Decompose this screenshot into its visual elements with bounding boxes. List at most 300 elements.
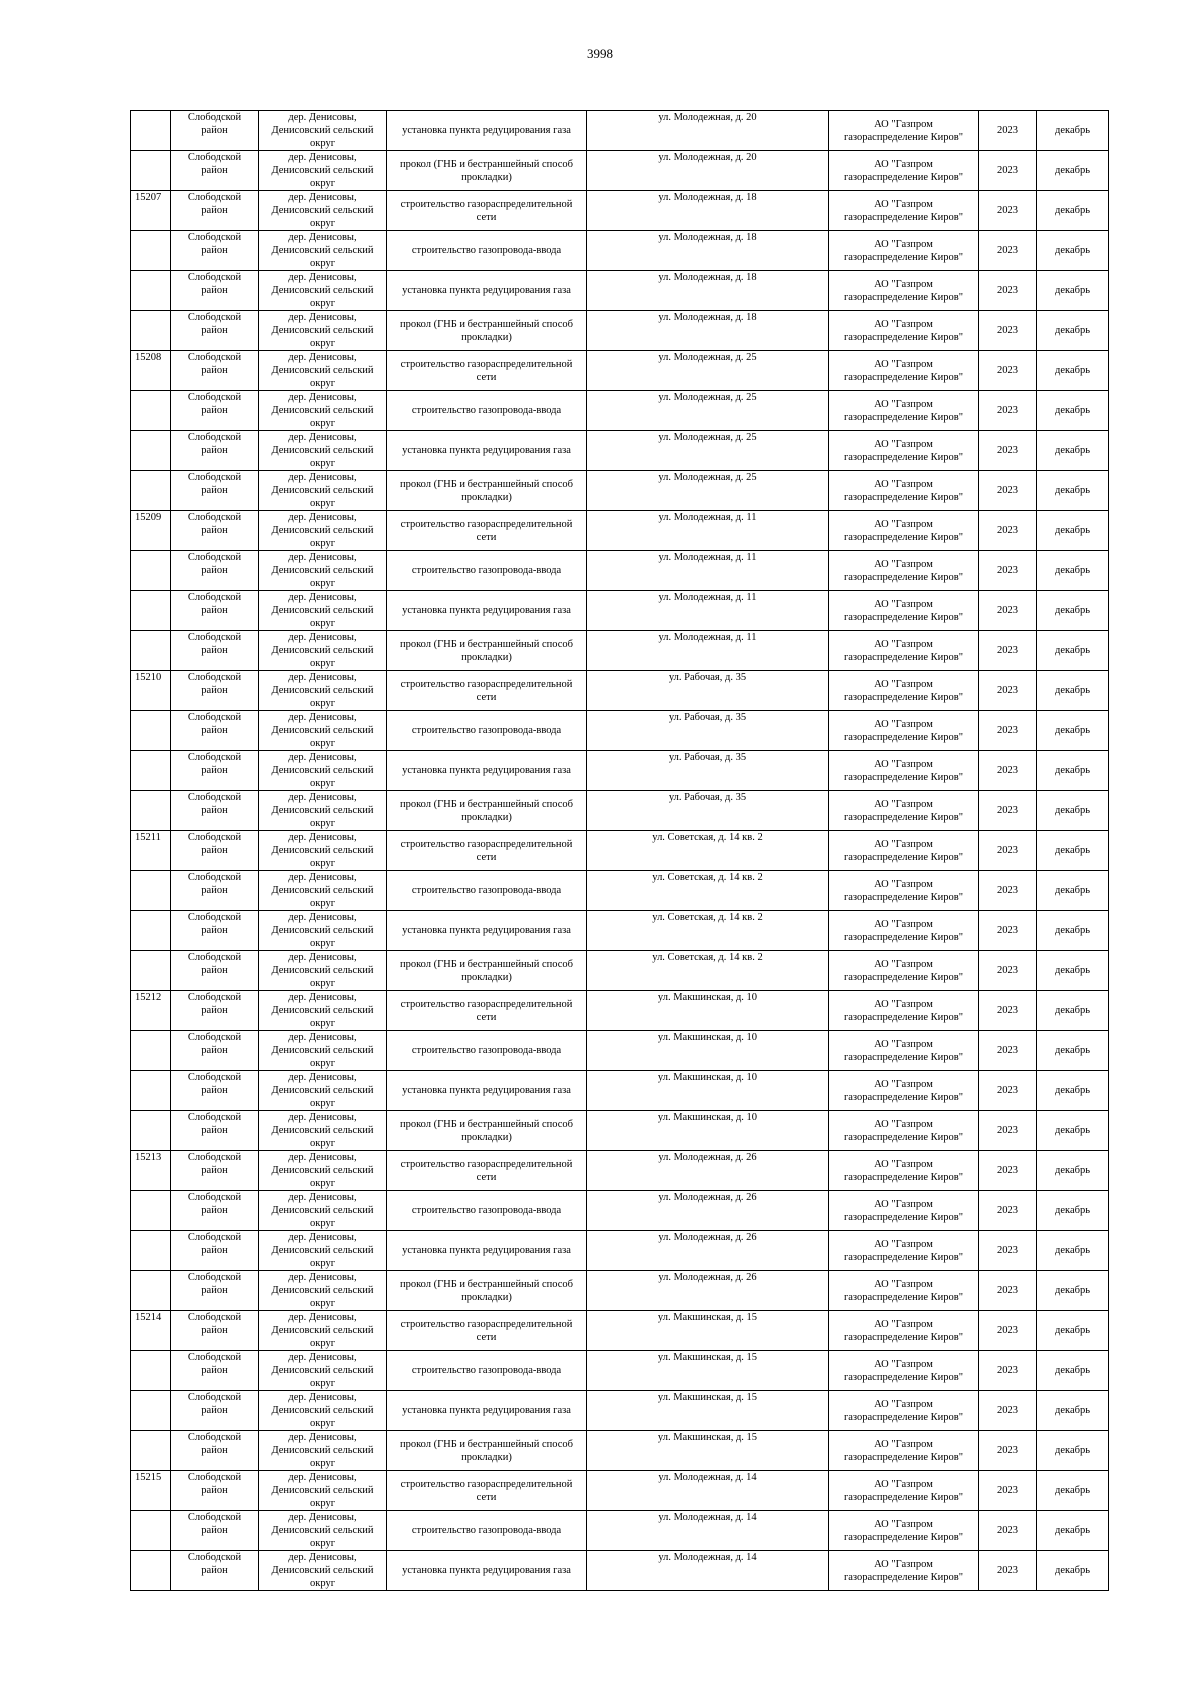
district-line: Слободской <box>187 952 242 963</box>
row-number-cell <box>131 1351 171 1391</box>
year-cell: 2023 <box>979 1551 1037 1591</box>
address-cell: ул. Молодежная, д. 18 <box>587 311 829 351</box>
work-type-line: сети <box>476 1491 497 1503</box>
year-cell: 2023 <box>979 871 1037 911</box>
district-line: район <box>201 445 228 456</box>
address-cell: ул. Молодежная, д. 18 <box>587 231 829 271</box>
settlement-line: Денисовский сельский <box>271 805 374 816</box>
organization-line: газораспределение Киров" <box>843 211 964 223</box>
table-row <box>131 311 1109 351</box>
district-line: Слободской <box>187 512 242 523</box>
work-type-line: прокладки) <box>461 651 512 663</box>
month-cell: декабрь <box>1037 871 1109 911</box>
organization-cell <box>829 1471 979 1511</box>
district-cell <box>171 231 259 271</box>
address-cell: ул. Молодежная, д. 14 <box>587 1471 829 1511</box>
organization-line: газораспределение Киров" <box>843 771 964 783</box>
work-type-line: установка пункта редуцирования газа <box>402 1085 571 1096</box>
settlement-line: дер. Денисовы, <box>288 912 357 923</box>
settlement-line: округ <box>309 1098 336 1109</box>
settlement-line: дер. Денисовы, <box>288 472 357 483</box>
organization-line: АО "Газпром <box>874 1278 933 1290</box>
address-cell: ул. Молодежная, д. 18 <box>587 271 829 311</box>
organization-line: АО "Газпром <box>874 558 933 570</box>
district-cell <box>171 1311 259 1351</box>
district-line: Слободской <box>187 1392 242 1403</box>
organization-line: газораспределение Киров" <box>843 811 964 823</box>
work-type-cell <box>387 1511 587 1551</box>
organization-line: АО "Газпром <box>874 1318 933 1330</box>
settlement-line: округ <box>309 178 336 189</box>
work-type-line: строительство газораспределительной <box>400 518 573 530</box>
settlement-cell <box>259 1471 387 1511</box>
row-number-cell <box>131 591 171 631</box>
settlement-cell <box>259 1431 387 1471</box>
year-cell: 2023 <box>979 191 1037 231</box>
address-cell: ул. Макшинская, д. 10 <box>587 991 829 1031</box>
organization-line: АО "Газпром <box>874 1118 933 1130</box>
row-number-cell <box>131 1431 171 1471</box>
settlement-line: Денисовский сельский <box>271 725 374 736</box>
settlement-cell <box>259 351 387 391</box>
work-type-cell <box>387 711 587 751</box>
organization-line: АО "Газпром <box>874 678 933 690</box>
row-number-cell <box>131 1031 171 1071</box>
district-line: район <box>201 405 228 416</box>
row-number-cell: 15214 <box>131 1311 171 1351</box>
district-line: район <box>201 805 228 816</box>
work-type-line: прокладки) <box>461 1451 512 1463</box>
settlement-line: дер. Денисовы, <box>288 672 357 683</box>
district-line: Слободской <box>187 672 242 683</box>
settlement-cell <box>259 551 387 591</box>
settlement-cell <box>259 231 387 271</box>
address-cell: ул. Молодежная, д. 14 <box>587 1551 829 1591</box>
settlement-line: Денисовский сельский <box>271 845 374 856</box>
district-line: район <box>201 485 228 496</box>
settlement-line: Денисовский сельский <box>271 125 374 136</box>
organization-line: АО "Газпром <box>874 1238 933 1250</box>
settlement-line: округ <box>309 378 336 389</box>
organization-line: газораспределение Киров" <box>843 1491 964 1503</box>
district-cell <box>171 831 259 871</box>
settlement-line: округ <box>309 978 336 989</box>
row-number-cell <box>131 1231 171 1271</box>
month-cell: декабрь <box>1037 951 1109 991</box>
settlement-line: дер. Денисовы, <box>288 1192 357 1203</box>
organization-line: АО "Газпром <box>874 1398 933 1410</box>
district-cell <box>171 991 259 1031</box>
year-cell: 2023 <box>979 1351 1037 1391</box>
address-cell: ул. Макшинская, д. 10 <box>587 1071 829 1111</box>
work-type-line: прокол (ГНБ и бестраншейный способ <box>399 1118 574 1130</box>
organization-line: АО "Газпром <box>874 238 933 250</box>
work-type-line: установка пункта редуцирования газа <box>402 925 571 936</box>
organization-cell <box>829 1071 979 1111</box>
work-type-line: прокладки) <box>461 171 512 183</box>
organization-line: газораспределение Киров" <box>843 531 964 543</box>
work-type-line: сети <box>476 691 497 703</box>
table-row <box>131 911 1109 951</box>
table-row <box>131 871 1109 911</box>
address-cell: ул. Советская, д. 14 кв. 2 <box>587 871 829 911</box>
work-type-cell <box>387 1351 587 1391</box>
work-type-cell <box>387 1111 587 1151</box>
district-line: Слободской <box>187 1112 242 1123</box>
district-line: район <box>201 125 228 136</box>
table-row <box>131 831 1109 871</box>
address-cell: ул. Молодежная, д. 20 <box>587 151 829 191</box>
month-cell: декабрь <box>1037 431 1109 471</box>
organization-line: АО "Газпром <box>874 1198 933 1210</box>
row-number-cell <box>131 111 171 151</box>
work-type-line: прокладки) <box>461 331 512 343</box>
settlement-cell <box>259 631 387 671</box>
work-type-line: строительство газораспределительной <box>400 1318 573 1330</box>
organization-cell <box>829 471 979 511</box>
work-type-cell <box>387 391 587 431</box>
work-type-cell <box>387 1031 587 1071</box>
district-line: Слободской <box>187 232 242 243</box>
work-type-line: установка пункта редуцирования газа <box>402 1405 571 1416</box>
table-row <box>131 511 1109 551</box>
month-cell: декабрь <box>1037 271 1109 311</box>
work-type-line: прокладки) <box>461 811 512 823</box>
district-line: район <box>201 565 228 576</box>
district-cell <box>171 1431 259 1471</box>
district-line: Слободской <box>187 1032 242 1043</box>
work-type-line: прокол (ГНБ и бестраншейный способ <box>399 318 574 330</box>
year-cell: 2023 <box>979 991 1037 1031</box>
district-line: район <box>201 1045 228 1056</box>
work-type-line: строительство газопровода-ввода <box>411 1365 562 1376</box>
month-cell: декабрь <box>1037 1231 1109 1271</box>
month-cell: декабрь <box>1037 911 1109 951</box>
row-number-cell <box>131 751 171 791</box>
organization-line: АО "Газпром <box>874 1478 933 1490</box>
organization-line: газораспределение Киров" <box>843 131 964 143</box>
organization-line: газораспределение Киров" <box>843 1131 964 1143</box>
table-row <box>131 1391 1109 1431</box>
settlement-cell <box>259 751 387 791</box>
organization-cell <box>829 871 979 911</box>
work-type-cell <box>387 1151 587 1191</box>
work-type-line: прокол (ГНБ и бестраншейный способ <box>399 478 574 490</box>
settlement-line: дер. Денисовы, <box>288 1072 357 1083</box>
settlement-cell <box>259 1271 387 1311</box>
work-type-cell <box>387 791 587 831</box>
row-number-cell <box>131 311 171 351</box>
settlement-line: округ <box>309 298 336 309</box>
month-cell: декабрь <box>1037 631 1109 671</box>
settlement-line: Денисовский сельский <box>271 205 374 216</box>
settlement-line: Денисовский сельский <box>271 605 374 616</box>
row-number-cell <box>131 431 171 471</box>
settlement-line: Денисовский сельский <box>271 925 374 936</box>
work-type-cell <box>387 991 587 1031</box>
year-cell: 2023 <box>979 1471 1037 1511</box>
settlement-cell <box>259 1231 387 1271</box>
work-type-line: сети <box>476 211 497 223</box>
settlement-line: дер. Денисовы, <box>288 152 357 163</box>
organization-line: АО "Газпром <box>874 758 933 770</box>
settlement-line: Денисовский сельский <box>271 885 374 896</box>
work-type-cell <box>387 631 587 671</box>
address-cell: ул. Рабочая, д. 35 <box>587 791 829 831</box>
settlement-line: дер. Денисовы, <box>288 1432 357 1443</box>
settlement-line: округ <box>309 138 336 149</box>
settlement-line: округ <box>309 938 336 949</box>
organization-cell <box>829 1271 979 1311</box>
settlement-cell <box>259 1311 387 1351</box>
district-line: район <box>201 325 228 336</box>
year-cell: 2023 <box>979 1231 1037 1271</box>
organization-cell <box>829 391 979 431</box>
settlement-line: округ <box>309 1498 336 1509</box>
settlement-cell <box>259 191 387 231</box>
district-line: Слободской <box>187 192 242 203</box>
year-cell: 2023 <box>979 1431 1037 1471</box>
district-line: Слободской <box>187 272 242 283</box>
district-line: район <box>201 1165 228 1176</box>
address-cell: ул. Молодежная, д. 25 <box>587 431 829 471</box>
settlement-line: округ <box>309 1178 336 1189</box>
organization-line: АО "Газпром <box>874 838 933 850</box>
district-line: район <box>201 1325 228 1336</box>
settlement-line: дер. Денисовы, <box>288 712 357 723</box>
settlement-line: округ <box>309 418 336 429</box>
work-type-cell <box>387 751 587 791</box>
district-line: район <box>201 1125 228 1136</box>
table-row <box>131 391 1109 431</box>
address-cell: ул. Макшинская, д. 15 <box>587 1311 829 1351</box>
table-row <box>131 151 1109 191</box>
work-type-line: строительство газораспределительной <box>400 1478 573 1490</box>
settlement-line: дер. Денисовы, <box>288 632 357 643</box>
address-cell: ул. Молодежная, д. 25 <box>587 351 829 391</box>
row-number-cell <box>131 1191 171 1231</box>
settlement-line: округ <box>309 1058 336 1069</box>
district-cell <box>171 1471 259 1511</box>
year-cell: 2023 <box>979 631 1037 671</box>
address-cell: ул. Молодежная, д. 11 <box>587 511 829 551</box>
district-line: район <box>201 285 228 296</box>
organization-line: газораспределение Киров" <box>843 611 964 623</box>
district-line: район <box>201 765 228 776</box>
year-cell: 2023 <box>979 1271 1037 1311</box>
settlement-line: Денисовский сельский <box>271 405 374 416</box>
organization-line: АО "Газпром <box>874 1158 933 1170</box>
district-cell <box>171 1551 259 1591</box>
organization-cell <box>829 711 979 751</box>
address-cell: ул. Макшинская, д. 10 <box>587 1031 829 1071</box>
organization-cell <box>829 1031 979 1071</box>
organization-line: АО "Газпром <box>874 638 933 650</box>
settlement-line: дер. Денисовы, <box>288 1112 357 1123</box>
row-number-cell <box>131 391 171 431</box>
table-row <box>131 1231 1109 1271</box>
settlement-line: Денисовский сельский <box>271 1005 374 1016</box>
district-line: Слободской <box>187 1552 242 1563</box>
settlement-cell <box>259 1351 387 1391</box>
organization-cell <box>829 431 979 471</box>
month-cell: декабрь <box>1037 711 1109 751</box>
month-cell: декабрь <box>1037 1271 1109 1311</box>
work-type-line: установка пункта редуцирования газа <box>402 765 571 776</box>
district-line: Слободской <box>187 472 242 483</box>
month-cell: декабрь <box>1037 1191 1109 1231</box>
settlement-line: Денисовский сельский <box>271 1405 374 1416</box>
organization-line: газораспределение Киров" <box>843 1211 964 1223</box>
organization-line: АО "Газпром <box>874 918 933 930</box>
settlement-line: Денисовский сельский <box>271 1165 374 1176</box>
settlement-line: дер. Денисовы, <box>288 1352 357 1363</box>
settlement-line: округ <box>309 1138 336 1149</box>
district-cell <box>171 151 259 191</box>
district-line: район <box>201 1485 228 1496</box>
month-cell: декабрь <box>1037 111 1109 151</box>
month-cell: декабрь <box>1037 831 1109 871</box>
organization-line: газораспределение Киров" <box>843 1571 964 1583</box>
row-number-cell <box>131 1111 171 1151</box>
address-cell: ул. Рабочая, д. 35 <box>587 711 829 751</box>
settlement-line: дер. Денисовы, <box>288 1392 357 1403</box>
table-row <box>131 631 1109 671</box>
gas-works-table <box>130 110 1109 1591</box>
organization-line: АО "Газпром <box>874 998 933 1010</box>
year-cell: 2023 <box>979 1031 1037 1071</box>
month-cell: декабрь <box>1037 511 1109 551</box>
settlement-line: округ <box>309 258 336 269</box>
settlement-line: Денисовский сельский <box>271 165 374 176</box>
month-cell: декабрь <box>1037 1111 1109 1151</box>
district-line: район <box>201 1445 228 1456</box>
work-type-line: прокол (ГНБ и бестраншейный способ <box>399 798 574 810</box>
district-cell <box>171 1511 259 1551</box>
row-number-cell <box>131 231 171 271</box>
settlement-line: Денисовский сельский <box>271 1565 374 1576</box>
district-line: район <box>201 1285 228 1296</box>
work-type-line: строительство газопровода-ввода <box>411 1205 562 1216</box>
month-cell: декабрь <box>1037 671 1109 711</box>
district-line: район <box>201 725 228 736</box>
work-type-cell <box>387 951 587 991</box>
settlement-line: Денисовский сельский <box>271 445 374 456</box>
settlement-line: дер. Денисовы, <box>288 752 357 763</box>
district-cell <box>171 671 259 711</box>
work-type-cell <box>387 1551 587 1591</box>
district-line: район <box>201 645 228 656</box>
organization-line: газораспределение Киров" <box>843 851 964 863</box>
table-row <box>131 1191 1109 1231</box>
year-cell: 2023 <box>979 591 1037 631</box>
settlement-line: Денисовский сельский <box>271 1485 374 1496</box>
district-line: Слободской <box>187 352 242 363</box>
work-type-line: сети <box>476 1331 497 1343</box>
settlement-line: дер. Денисовы, <box>288 992 357 1003</box>
district-line: район <box>201 1525 228 1536</box>
work-type-line: установка пункта редуцирования газа <box>402 125 571 136</box>
district-line: район <box>201 1245 228 1256</box>
settlement-line: Денисовский сельский <box>271 1445 374 1456</box>
organization-line: газораспределение Киров" <box>843 1091 964 1103</box>
organization-line: АО "Газпром <box>874 878 933 890</box>
settlement-line: дер. Денисовы, <box>288 592 357 603</box>
organization-line: АО "Газпром <box>874 798 933 810</box>
work-type-cell <box>387 591 587 631</box>
settlement-line: Денисовский сельский <box>271 1205 374 1216</box>
organization-line: АО "Газпром <box>874 1358 933 1370</box>
district-cell <box>171 271 259 311</box>
work-type-line: сети <box>476 1171 497 1183</box>
organization-cell <box>829 151 979 191</box>
work-type-line: строительство газораспределительной <box>400 1158 573 1170</box>
address-cell: ул. Советская, д. 14 кв. 2 <box>587 951 829 991</box>
settlement-line: округ <box>309 738 336 749</box>
district-line: район <box>201 365 228 376</box>
district-line: Слободской <box>187 832 242 843</box>
organization-line: газораспределение Киров" <box>843 891 964 903</box>
month-cell: декабрь <box>1037 1471 1109 1511</box>
district-cell <box>171 591 259 631</box>
district-line: Слободской <box>187 992 242 1003</box>
row-number-cell <box>131 911 171 951</box>
organization-line: АО "Газпром <box>874 718 933 730</box>
organization-cell <box>829 831 979 871</box>
district-line: Слободской <box>187 872 242 883</box>
table-row <box>131 1071 1109 1111</box>
work-type-cell <box>387 111 587 151</box>
settlement-cell <box>259 791 387 831</box>
settlement-cell <box>259 271 387 311</box>
district-line: Слободской <box>187 1152 242 1163</box>
organization-line: газораспределение Киров" <box>843 971 964 983</box>
settlement-line: дер. Денисовы, <box>288 792 357 803</box>
district-line: Слободской <box>187 552 242 563</box>
row-number-cell <box>131 471 171 511</box>
organization-cell <box>829 1391 979 1431</box>
organization-line: газораспределение Киров" <box>843 1451 964 1463</box>
work-type-cell <box>387 1071 587 1111</box>
month-cell: декабрь <box>1037 1311 1109 1351</box>
settlement-line: Денисовский сельский <box>271 525 374 536</box>
district-line: Слободской <box>187 592 242 603</box>
address-cell: ул. Молодежная, д. 14 <box>587 1511 829 1551</box>
organization-line: АО "Газпром <box>874 398 933 410</box>
organization-cell <box>829 671 979 711</box>
organization-cell <box>829 991 979 1031</box>
year-cell: 2023 <box>979 831 1037 871</box>
organization-line: газораспределение Киров" <box>843 731 964 743</box>
month-cell: декабрь <box>1037 191 1109 231</box>
address-cell: ул. Макшинская, д. 15 <box>587 1391 829 1431</box>
year-cell: 2023 <box>979 951 1037 991</box>
work-type-line: строительство газораспределительной <box>400 678 573 690</box>
settlement-line: Денисовский сельский <box>271 1325 374 1336</box>
row-number-cell <box>131 951 171 991</box>
organization-cell <box>829 1351 979 1391</box>
organization-line: АО "Газпром <box>874 518 933 530</box>
work-type-cell <box>387 551 587 591</box>
settlement-line: дер. Денисовы, <box>288 1552 357 1563</box>
district-line: Слободской <box>187 1232 242 1243</box>
settlement-line: Денисовский сельский <box>271 285 374 296</box>
settlement-cell <box>259 671 387 711</box>
organization-cell <box>829 311 979 351</box>
organization-cell <box>829 191 979 231</box>
work-type-cell <box>387 511 587 551</box>
table-row <box>131 1471 1109 1511</box>
